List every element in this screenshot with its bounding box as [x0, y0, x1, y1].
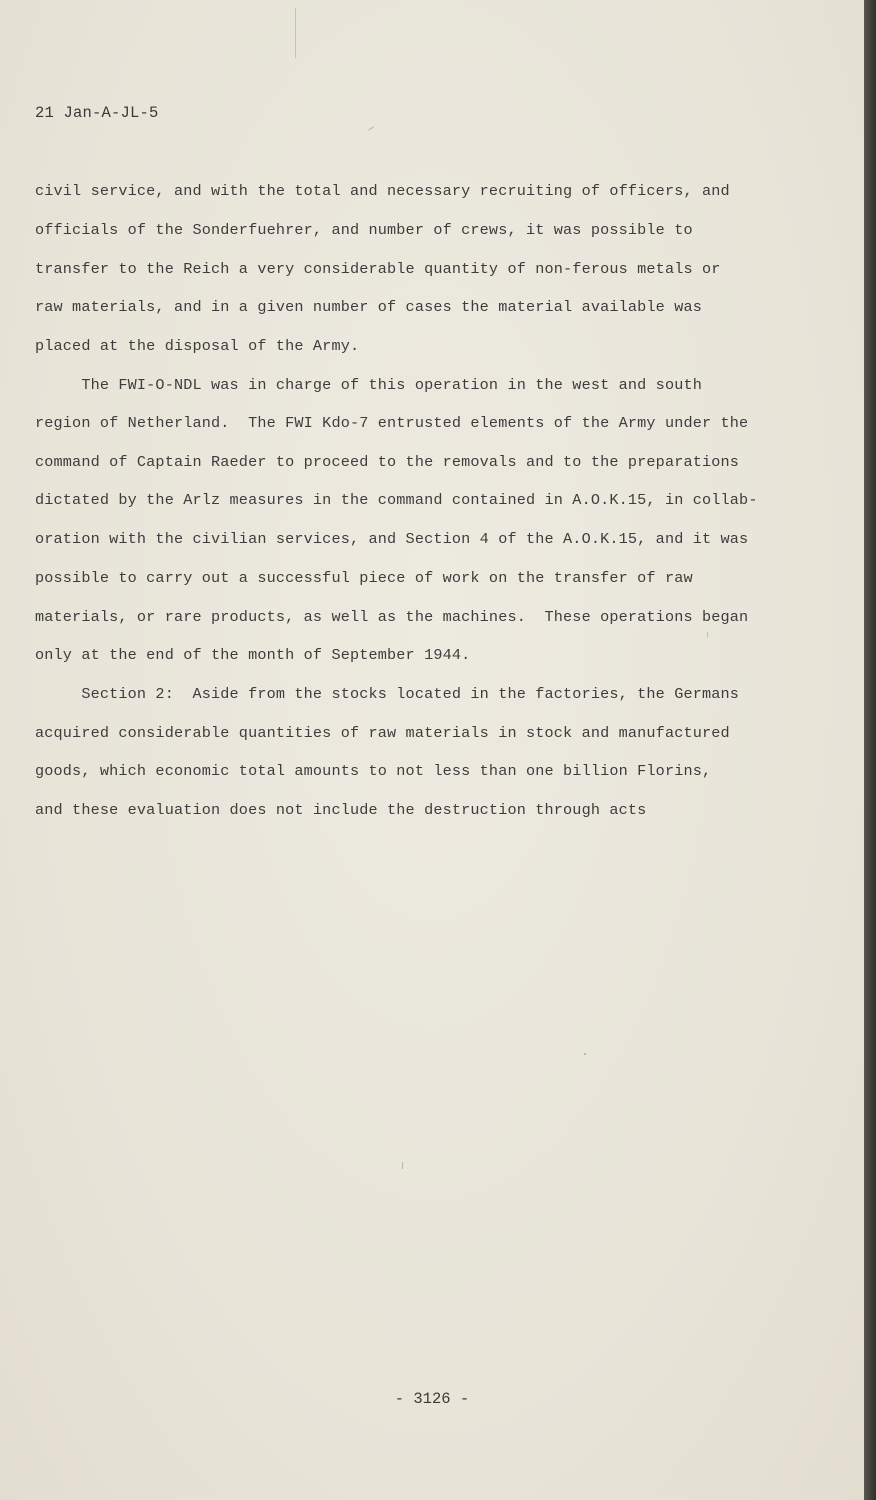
text-line: placed at the disposal of the Army.: [35, 337, 360, 355]
scan-edge: [864, 0, 876, 1500]
text-line: civil service, and with the total and necessary recruiting of officers, and: [35, 182, 730, 200]
text-line: command of Captain Raeder to proceed to the removals and to the preparations: [35, 453, 740, 471]
paper-mark: [295, 8, 296, 58]
page-number: - 3126 -: [394, 1390, 470, 1408]
paper-mark: [402, 1162, 403, 1169]
text-line: region of Netherland. The FWI Kdo-7 entrusted elements of the Army under the: [35, 414, 749, 432]
document-reference: 21 Jan-A-JL-5: [35, 104, 159, 122]
paper-mark: [584, 1053, 586, 1055]
text-line: The FWI-O-NDL was in charge of this operation in the west and south: [35, 376, 703, 394]
text-line: Section 2: Aside from the stocks located in the factories, the Germans: [35, 685, 740, 703]
text-line: and these evaluation does not include the destruction through acts: [35, 801, 647, 819]
text-line: raw materials, and in a given number of cases the material available was: [35, 298, 703, 316]
text-line: officials of the Sonderfuehrer, and number of crews, it was possible to: [35, 221, 693, 239]
text-line: dictated by the Arlz measures in the command contained in A.O.K.15, in collab-: [35, 491, 758, 509]
text-line: acquired considerable quantities of raw materials in stock and manufactured: [35, 724, 730, 742]
text-line: materials, or rare products, as well as the machines. These operations began: [35, 608, 749, 626]
text-line: only at the end of the month of September 1944.: [35, 646, 471, 664]
text-line: possible to carry out a successful piece of work on the transfer of raw: [35, 569, 693, 587]
paper-mark: [368, 126, 373, 130]
text-line: transfer to the Reich a very considerable quantity of non-ferous metals or: [35, 260, 721, 278]
text-line: oration with the civilian services, and Section 4 of the A.O.K.15, and it was: [35, 530, 749, 548]
paper-mark: [707, 632, 708, 638]
text-line: goods, which economic total amounts to not less than one billion Florins,: [35, 762, 712, 780]
